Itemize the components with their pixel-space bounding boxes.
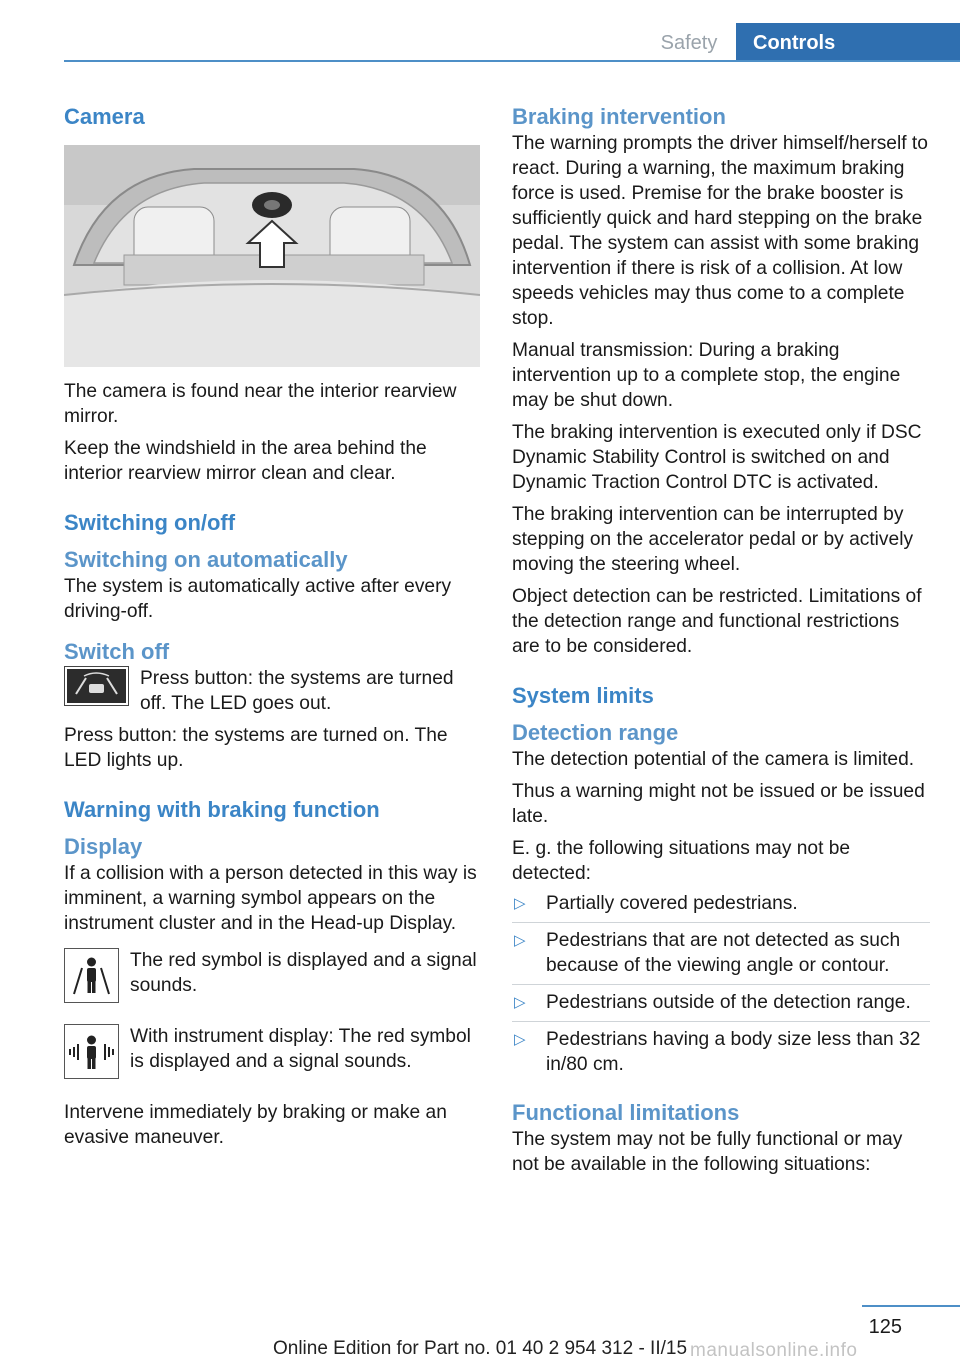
header-tab-controls[interactable]: Controls — [736, 23, 960, 62]
watermark: manualsonline.info — [690, 1340, 858, 1361]
display-text: If a collision with a person detected in this way is imminent, a warning symbol appears on the instrument cluster and in the Head-up Display. — [64, 863, 477, 934]
list-item — [512, 985, 930, 1022]
list-item — [512, 923, 930, 985]
braking-text-4: The braking intervention can be interrupted by stepping on the accelerator pedal or by actively moving the steering wheel. — [512, 504, 914, 575]
pedestrian-warning-icon — [64, 948, 119, 1010]
header-tab-safety[interactable]: Safety — [660, 32, 718, 54]
braking-heading: Braking intervention — [512, 104, 726, 129]
left-column — [64, 103, 480, 1157]
camera-heading: Camera — [64, 104, 145, 129]
list-item — [512, 1022, 930, 1083]
triangle-bullet-icon: ▷ — [514, 1031, 526, 1048]
detection-text-3: E. g. the following situations may not be detected: — [512, 838, 851, 884]
switching-auto-text: The system is automatically active after every driving-off. — [64, 576, 452, 622]
triangle-bullet-icon: ▷ — [514, 895, 526, 912]
detection-text-1: The detection potential of the camera is limited. — [512, 749, 915, 770]
functional-limitations-text: The system may not be fully functional or may not be available in the following situations: — [512, 1129, 903, 1175]
detection-range-heading: Detection range — [512, 720, 679, 745]
list-item-text: Pedestrians that are not detected as such because of the viewing angle or contour. — [546, 930, 901, 976]
footer-rule — [862, 1305, 960, 1307]
intervene-text: Intervene immediately by braking or make an evasive maneuver. — [64, 1102, 447, 1148]
switching-auto-heading: Switching on automatically — [64, 547, 348, 572]
system-limits-heading: System limits — [512, 683, 654, 708]
edition-text: Online Edition for Part no. 01 40 2 954 312 - II/15 — [272, 1338, 688, 1359]
symbol2-row — [64, 1024, 480, 1086]
page-number: 125 — [868, 1316, 902, 1338]
braking-text-2: Manual transmission: During a braking intervention up to a complete stop, the engine may be shut down. — [512, 340, 901, 411]
list-item-text: Pedestrians outside of the detection range. — [546, 992, 911, 1013]
driver-assist-button-icon — [64, 666, 129, 713]
triangle-bullet-icon: ▷ — [514, 994, 526, 1011]
windshield-text: Keep the windshield in the area behind the interior rearview mirror clean and clear. — [64, 438, 427, 484]
switch-off-heading: Switch off — [64, 639, 170, 664]
list-item-text: Pedestrians having a body size less than 32 in/80 cm. — [546, 1029, 921, 1075]
camera-location-text: The camera is found near the interior rearview mirror. — [64, 381, 457, 427]
header-rule — [64, 60, 960, 62]
braking-text-1: The warning prompts the driver himself/herself to react. During a warning, the maximum braking force is used. Premise for the brake booster is sufficiently quick and hard stepping on the brake pedal. The system can assist with some braking intervention if there is risk of a collision. At low speeds vehicles may thus come to a complete stop. — [512, 133, 928, 329]
switch-off-text: Press button: the systems are turned off. The LED goes out. — [140, 668, 454, 714]
detection-text-2: Thus a warning might not be issued or be issued late. — [512, 781, 925, 827]
triangle-bullet-icon: ▷ — [514, 932, 526, 949]
switch-off-row — [64, 666, 480, 716]
symbol1-text: The red symbol is displayed and a signal sounds. — [130, 950, 477, 996]
switch-on-text: Press button: the systems are turned on. The LED lights up. — [64, 725, 448, 771]
symbol1-row — [64, 948, 480, 1010]
list-item — [512, 886, 930, 923]
warning-heading: Warning with braking function — [64, 797, 380, 822]
right-column — [512, 103, 930, 1184]
display-heading: Display — [64, 834, 143, 859]
pedestrian-warning-sound-icon — [64, 1024, 119, 1086]
functional-limitations-heading: Functional limitations — [512, 1100, 740, 1125]
braking-text-3: The braking intervention is executed only if DSC Dynamic Stability Control is switched on and Dynamic Traction Control DTC is activated. — [512, 422, 922, 493]
symbol2-text: With instrument display: The red symbol is displayed and a signal sounds. — [130, 1026, 471, 1072]
switching-heading: Switching on/off — [64, 510, 236, 535]
detection-bullet-list — [512, 886, 930, 1083]
list-item-text: Partially covered pedestrians. — [546, 893, 798, 914]
braking-text-5: Object detection can be restricted. Limitations of the detection range and functional restrictions are to be considered. — [512, 586, 922, 657]
camera-illustration — [64, 145, 480, 367]
